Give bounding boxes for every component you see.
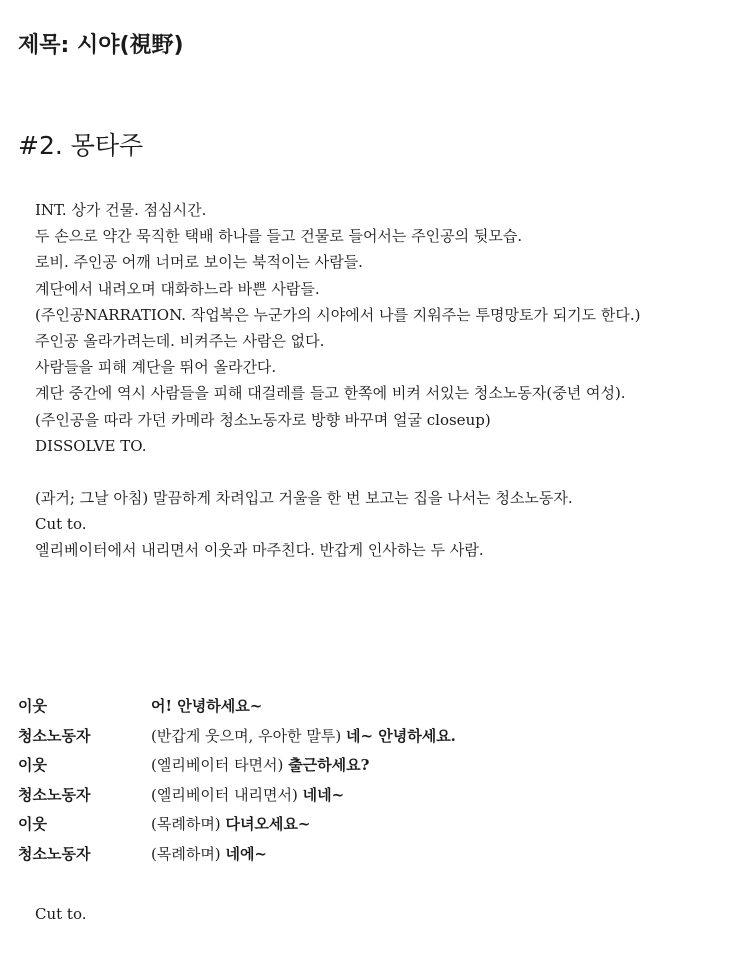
stage-direction: (엘리베이터 타면서)	[151, 756, 284, 774]
dialogue-line: 네~ 안녕하세요.	[345, 726, 456, 745]
dialogue-row	[18, 722, 456, 752]
stage-direction: (목례하며)	[151, 815, 221, 833]
dialogue-row	[18, 781, 456, 811]
dialogue-row	[18, 840, 456, 870]
action-line: INT. 상가 건물. 점심시간.	[35, 201, 207, 219]
action-line: (주인공NARRATION. 작업복은 누군가의 시야에서 나를 지워주는 투명망토가 되기도 한다.)	[35, 305, 641, 324]
transition-cut-to: Cut to.	[35, 905, 87, 923]
dialogue-line: 다녀오세요~	[225, 815, 311, 833]
speaker-name: 청소노동자	[18, 726, 91, 745]
stage-direction: (엘리베이터 내리면서)	[151, 785, 298, 804]
dialogue-row	[18, 692, 456, 722]
action-line: 두 손으로 약간 묵직한 택배 하나를 들고 건물로 들어서는 주인공의 뒷모습.	[35, 227, 523, 246]
action-line: 사람들을 피해 계단을 뛰어 올라간다.	[35, 358, 277, 377]
stage-direction: (반갑게 웃으며, 우아한 말투)	[151, 726, 342, 745]
document-title: 제목: 시야(視野)	[18, 33, 184, 58]
scene-heading: #2. 몽타주	[18, 131, 144, 160]
speaker-name: 이웃	[18, 697, 47, 715]
dialogue-row	[18, 751, 456, 781]
action-line: (주인공을 따라 가던 카메라 청소노동자로 방향 바꾸며 얼굴 closeup)	[35, 410, 491, 429]
dialogue-line: 출근하세요?	[288, 756, 370, 774]
stage-direction: (목례하며)	[151, 844, 221, 863]
dialogue-line: 네네~	[302, 785, 345, 804]
action-line: 주인공 올라가려는데. 비켜주는 사람은 없다.	[35, 332, 325, 351]
action-line: 계단에서 내려오며 대화하느라 바쁜 사람들.	[35, 279, 320, 298]
action-line: DISSOLVE TO.	[35, 436, 147, 455]
dialogue-row	[18, 810, 456, 840]
action-line: Cut to.	[35, 515, 87, 534]
action-line: (과거; 그날 아침) 말끔하게 차려입고 거울을 한 번 보고는 집을 나서는 청소노동자.	[35, 489, 573, 508]
action-line: 계단 중간에 역시 사람들을 피해 대걸레를 들고 한쪽에 비켜 서있는 청소노동자(중년 여성).	[35, 384, 626, 403]
dialogue-line: 네에~	[225, 844, 268, 863]
speaker-name: 청소노동자	[18, 785, 91, 804]
speaker-name: 청소노동자	[18, 844, 91, 863]
action-line: 로비. 주인공 어깨 너머로 보이는 북적이는 사람들.	[35, 253, 363, 272]
dialogue-block	[18, 692, 456, 869]
action-line: 엘리베이터에서 내리면서 이웃과 마주친다. 반갑게 인사하는 두 사람.	[35, 541, 484, 560]
dialogue-line: 어! 안녕하세요~	[151, 697, 263, 715]
spacer	[18, 459, 730, 485]
speaker-name: 이웃	[18, 815, 47, 833]
speaker-name: 이웃	[18, 756, 47, 774]
action-block	[18, 197, 730, 564]
